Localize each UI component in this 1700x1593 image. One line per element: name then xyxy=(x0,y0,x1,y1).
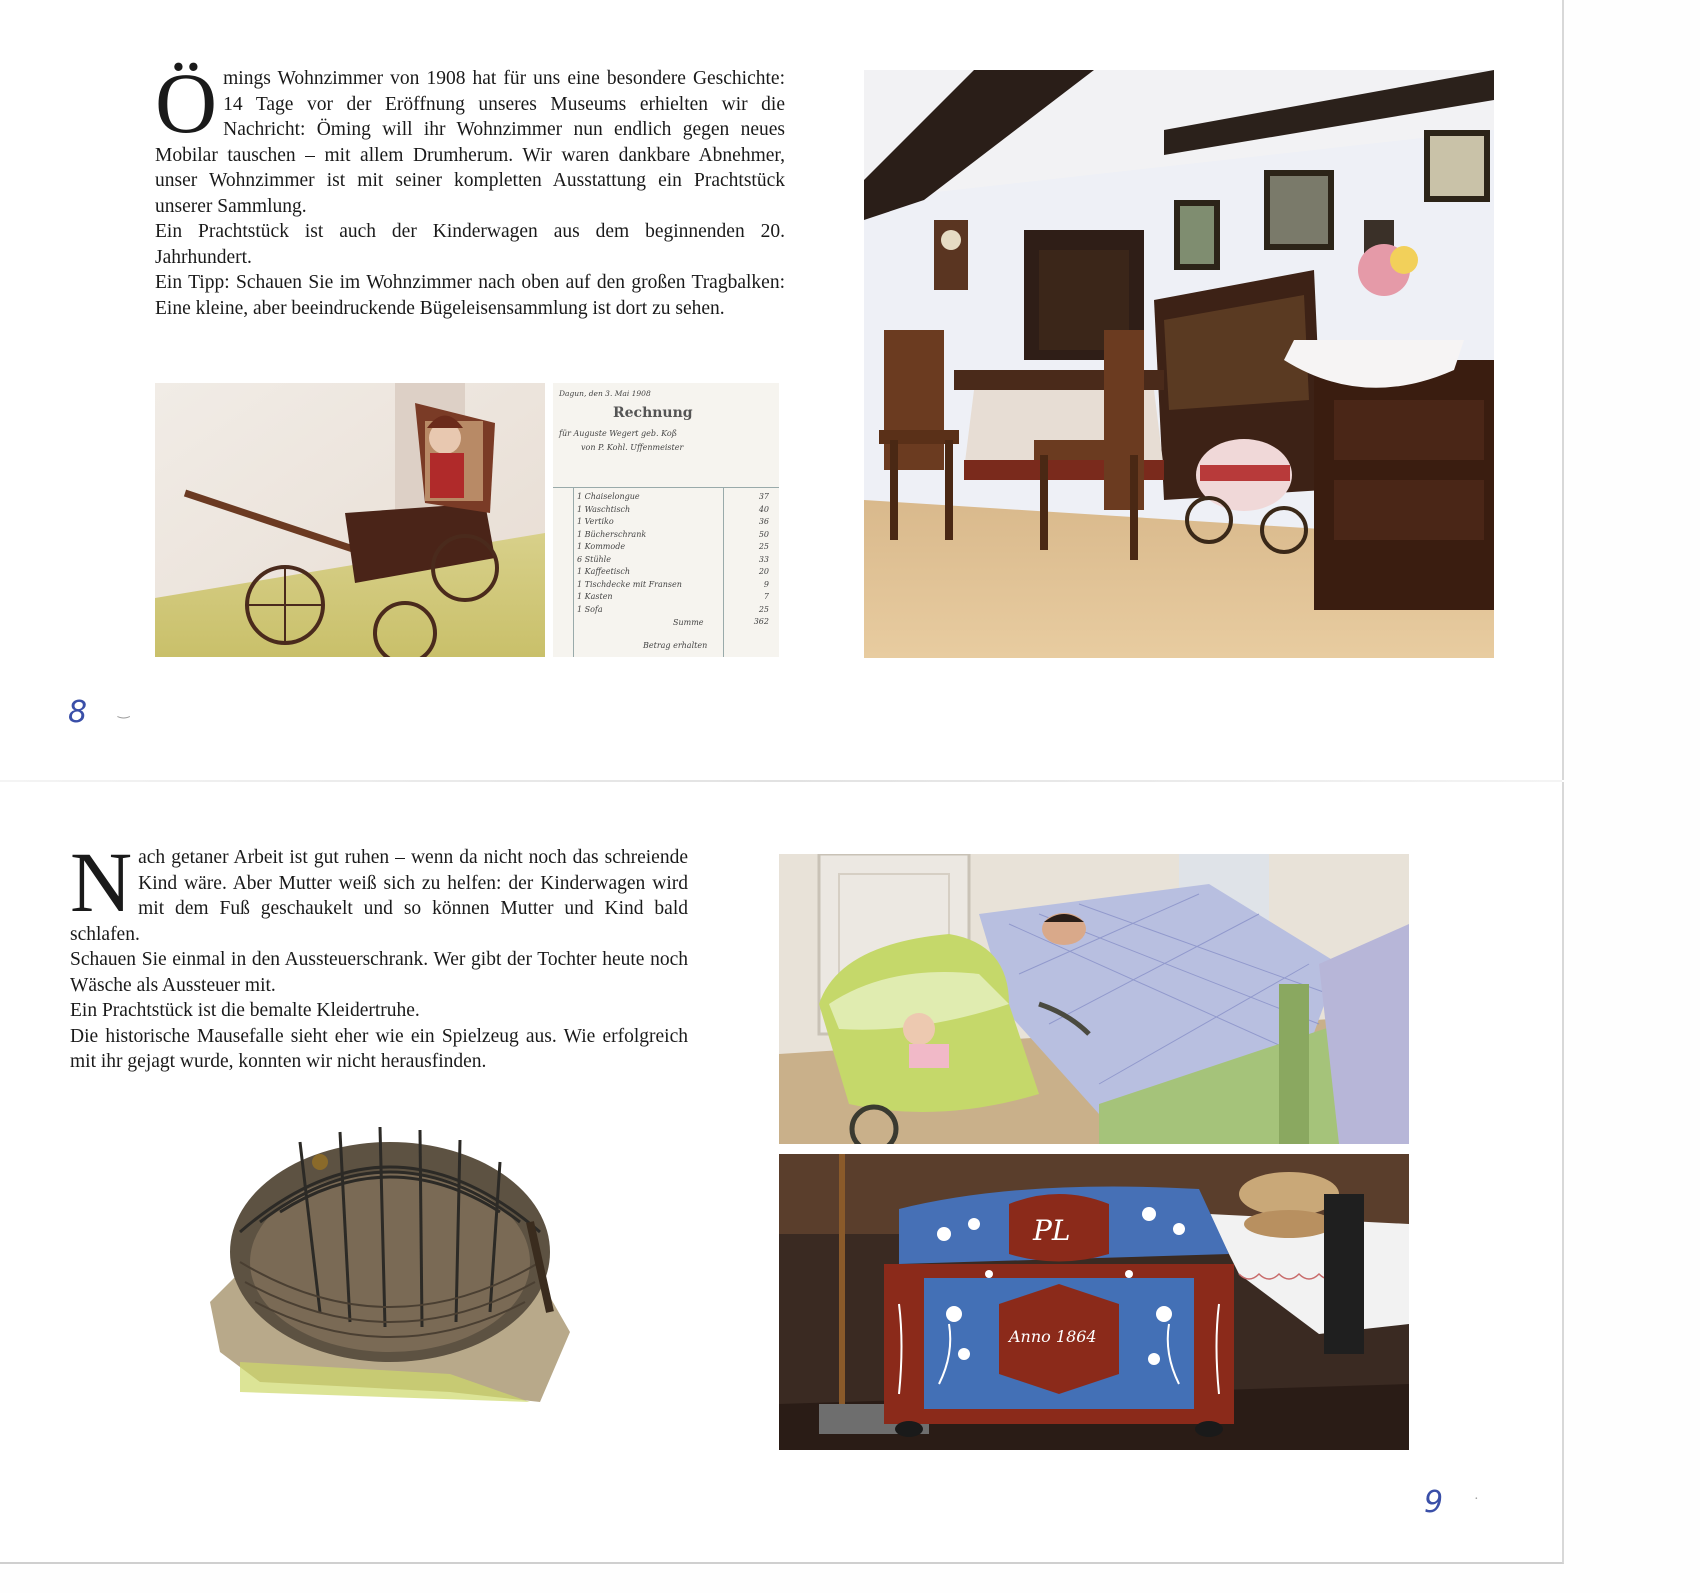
invoice-header: Rechnung xyxy=(613,405,693,421)
invoice-recipient: für Auguste Wegert geb. Koß xyxy=(559,429,678,438)
painted-chest-photo xyxy=(779,1154,1409,1450)
invoice-document xyxy=(553,383,779,657)
page-number-9: 9 xyxy=(1424,1485,1444,1520)
page-number-8: 8 xyxy=(68,695,88,730)
dropcap-o: Ö xyxy=(155,55,218,151)
page-9 xyxy=(0,782,1564,1564)
dropcap-n: N xyxy=(70,834,133,930)
paragraph: Schauen Sie einmal in den Aussteuerschrank. Wer gibt der Tochter heute noch Wäsche als Aussteuer mit. xyxy=(70,949,688,996)
bedroom-text xyxy=(70,834,688,1075)
invoice-total-label: Summe xyxy=(673,618,704,627)
chest-inscription: Anno 1864 xyxy=(1009,1327,1097,1346)
invoice-signature: Betrag erhalten xyxy=(643,641,708,650)
paragraph: Ein Prachtstück ist auch der Kinderwagen aus dem beginnenden 20. Jahrhundert. xyxy=(155,221,785,268)
living-room-text xyxy=(155,55,785,321)
paragraph: Ein Tipp: Schauen Sie im Wohnzimmer nach oben auf den großen Tragbalken: Eine kleine, aber beeindruckende Bügeleisensammlung ist dort zu sehen. xyxy=(155,272,785,319)
paragraph: mings Wohnzimmer von 1908 hat für uns eine besondere Geschichte: 14 Tage vor der Eröffnung unseres Museums erhielten wir die Nachricht: Öming will ihr Wohnzimmer nun endlich gegen neues Mobilar tauschen – mit allem Drumherum. Wir waren dankbare Abnehmer, unser Wohnzimmer ist mit seiner kompletten Ausstattung ein Prachtstück unserer Sammlung. xyxy=(155,68,785,217)
invoice-amounts: 37 40 36 50 25 33 20 9 7 25 362 xyxy=(753,492,769,626)
paragraph: Ein Prachtstück ist die bemalte Kleidertruhe. xyxy=(70,1000,420,1021)
mousetrap-photo xyxy=(200,1112,580,1412)
page-8 xyxy=(0,0,1564,780)
invoice-items: 1 Chaiselongue 1 Waschtisch 1 Vertiko 1 Bücherschrank 1 Kommode 6 Stühle 1 Kaffeetisch 1 Tischdecke mit Fransen 1 Kasten 1 Sofa xyxy=(577,492,682,614)
scan-speck: ‿ xyxy=(118,704,130,719)
invoice-issuer: von P. Kohl. Uffenmeister xyxy=(581,443,684,452)
pram-photo xyxy=(155,383,545,657)
bedroom-photo xyxy=(779,854,1409,1144)
scan-speck: · xyxy=(1474,1492,1479,1507)
paragraph: ach getaner Arbeit ist gut ruhen – wenn da nicht noch das schreiende Kind wäre. Aber Mutter weiß sich zu helfen: der Kinderwagen wird mit dem Fuß geschaukelt und so können Mutter und Kind bald schlafen. xyxy=(70,847,688,945)
invoice-date: Dagun, den 3. Mai 1908 xyxy=(559,389,651,398)
living-room-photo xyxy=(864,70,1494,658)
paragraph: Die historische Mausefalle sieht eher wie ein Spielzeug aus. Wie erfolgreich mit ihr gejagt wurde, konnten wir nicht herausfinden. xyxy=(70,1025,688,1072)
chest-monogram: PL xyxy=(1033,1214,1071,1247)
